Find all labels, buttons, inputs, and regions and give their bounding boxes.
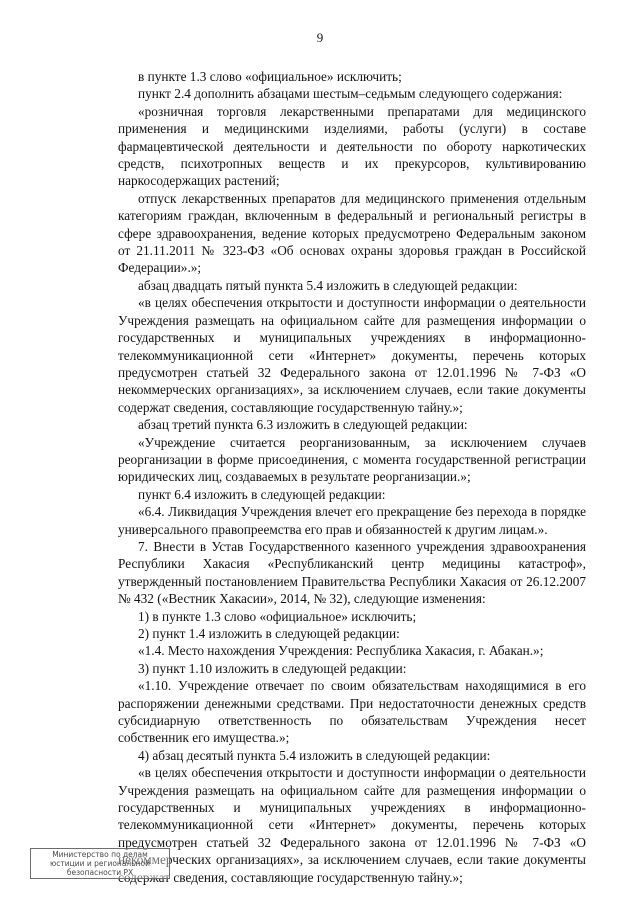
stamp-line: юстиции и региональной [49, 859, 151, 868]
paragraph: абзац двадцать пятый пункта 5.4 изложить в следующей редакции: [138, 277, 518, 293]
page-number: 9 [316, 30, 324, 45]
document-body [118, 68, 586, 886]
paragraph: абзац третий пункта 6.3 изложить в следующей редакции: [138, 417, 468, 433]
paragraph: «розничная торговля лекарственными препаратами для медицинского применения и медицинскими изделиями, работы (услуги) в составе фармацевтической деятельности и деятельности по обороту наркотических средств, психотропных веществ и их прекурсоров, культивированию наркосодержащих растений; [118, 103, 586, 189]
ministry-stamp [30, 848, 170, 879]
paragraph: «в целях обеспечения открытости и доступности информации о деятельности Учреждения размещать на официальном сайте для размещения информации о государственных и муниципальных учреждениях в информационно-телекоммуникационной сети «Интернет» документы, перечень которых предусмотрен статьей 32 Федерального закона от 12.01.1996 № 7-ФЗ «О некоммерческих организациях», за исключением случаев, если такие документы содержат сведения, составляющие государственную тайну.»; [118, 765, 586, 885]
paragraph: «в целях обеспечения открытости и доступности информации о деятельности Учреждения размещать на официальном сайте для размещения информации о государственных и муниципальных учреждениях в информационно-телекоммуникационной сети «Интернет» документы, перечень которых предусмотрен статьей 32 Федерального закона от 12.01.1996 № 7-ФЗ «О некоммерческих организациях», за исключением случаев, если такие документы содержат сведения, составляющие государственную тайну.»; [118, 295, 586, 415]
paragraph: пункт 2.4 дополнить абзацами шестым–седьмым следующего содержания: [138, 86, 563, 102]
paragraph: в пункте 1.3 слово «официальное» исключить; [138, 69, 402, 84]
paragraph: «6.4. Ликвидация Учреждения влечет его прекращение без перехода в порядке универсального правопреемства его прав и обязанностей к другим лицам.». [118, 504, 586, 537]
paragraph: 4) абзац десятый пункта 5.4 изложить в следующей редакции: [138, 747, 491, 763]
paragraph: «Учреждение считается реорганизованным, за исключением случаев реорганизации в форме присоединения, с момента государственной регистрации юридических лиц, создаваемых в результате реорганизации.»; [118, 434, 586, 485]
paragraph: 2) пункт 1.4 изложить в следующей редакции: [138, 626, 400, 641]
paragraph: «1.4. Место нахождения Учреждения: Республика Хакасия, г. Абакан.»; [138, 643, 544, 659]
paragraph: пункт 6.4 изложить в следующей редакции: [138, 486, 386, 502]
stamp-line: Министерство по делам [52, 850, 148, 859]
paragraph: отпуск лекарственных препаратов для медицинского применения отдельным категориям граждан, включенным в федеральный и региональный регистры в сфере здравоохранения, ведение которых предусмотрено Федеральным законом от 21.11.2011 № 323-ФЗ «Об основах охраны здоровья граждан в Российской Федерации».»; [118, 190, 586, 276]
paragraph: 1) в пункте 1.3 слово «официальное» исключить; [138, 608, 417, 624]
paragraph: «1.10. Учреждение отвечает по своим обязательствам находящимися в его распоряжении денежными средствами. При недостаточности денежных средств субсидиарную ответственность по обязательствам Учреждения несет собственник его имущества.»; [118, 678, 586, 746]
stamp-line: безопасности РХ [66, 868, 134, 877]
paragraph: 7. Внести в Устав Государственного казенного учреждения здравоохранения Республики Хакасия «Республиканский центр медицины катастроф», утвержденный постановлением Правительства Республики Хакасия от 26.12.2007 № 432 («Вестник Хакасии», 2014, № 32), следующие изменения: [118, 538, 586, 607]
paragraph: 3) пункт 1.10 изложить в следующей редакции: [138, 660, 407, 676]
